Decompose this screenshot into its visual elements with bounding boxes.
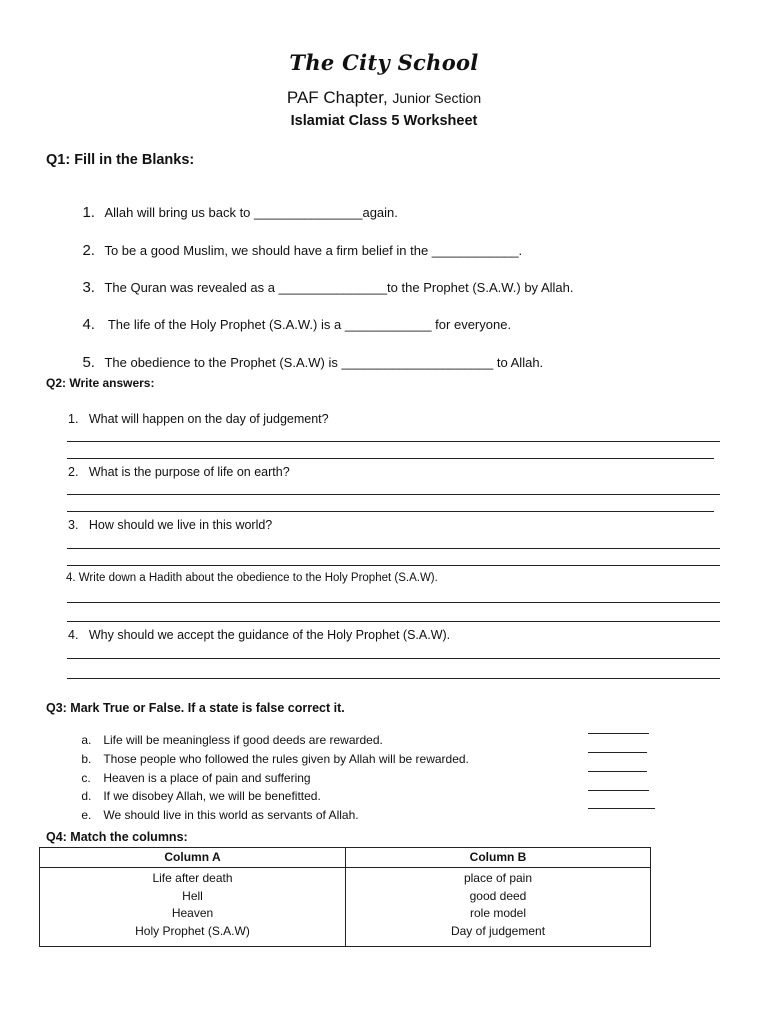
answer-blank [588, 752, 647, 753]
answer-blank [588, 790, 649, 791]
answer-question: 1. What will happen on the day of judgement? [68, 412, 329, 426]
item-text: We should live in this world as servants of Allah. [103, 808, 359, 822]
item-number: 5. [82, 354, 95, 371]
section-name: Junior Section [392, 90, 482, 106]
item-text: Allah will bring us back to _______________again. [104, 205, 398, 220]
item-text: The Quran was revealed as a _______________to the Prophet (S.A.W.) by Allah. [104, 280, 574, 295]
answer-question: 2. What is the purpose of life on earth? [68, 465, 290, 479]
answer-line [67, 621, 720, 622]
item-letter: d. [81, 789, 92, 803]
chapter-name: PAF Chapter, [286, 88, 388, 107]
column-a-cell: Heaven [171, 906, 214, 920]
chapter-subtitle [0, 88, 768, 108]
answer-question: 3. How should we live in this world? [68, 518, 273, 532]
q2-heading: Q2: Write answers: [46, 376, 155, 390]
item-number: 2. [82, 242, 95, 259]
column-b-header: Column B [346, 848, 650, 868]
answer-blank [588, 771, 647, 772]
item-text: Those people who followed the rules given by Allah will be rewarded. [103, 752, 469, 766]
item-text: If we disobey Allah, we will be benefitted. [103, 789, 321, 803]
answer-blank [588, 808, 655, 809]
column-a [40, 848, 346, 946]
column-b-cell: role model [469, 906, 527, 920]
answer-line [67, 458, 714, 459]
item-number: 4. [82, 316, 95, 333]
worksheet-title: Islamiat Class 5 Worksheet [290, 113, 478, 129]
match-columns-table [39, 847, 651, 947]
column-b-cells [346, 868, 650, 940]
answer-question: 4. Why should we accept the guidance of the Holy Prophet (S.A.W). [68, 628, 451, 642]
item-text: Life will be meaningless if good deeds are rewarded. [103, 733, 383, 747]
column-a-cell: Life after death [152, 871, 233, 885]
answer-line [67, 441, 720, 442]
answer-question: 4. Write down a Hadith about the obedience to the Holy Prophet (S.A.W). [66, 572, 438, 584]
answer-blank [588, 733, 649, 734]
item-letter: c. [81, 771, 91, 785]
item-number: 3. [82, 279, 95, 296]
column-a-cell: Holy Prophet (S.A.W) [135, 923, 250, 938]
answer-line [67, 494, 720, 495]
q4-heading: Q4: Match the columns: [46, 830, 188, 844]
item-letter: b. [81, 752, 92, 766]
q3-heading: Q3: Mark True or False. If a state is false correct it. [46, 701, 345, 715]
item-text: To be a good Muslim, we should have a firm belief in the ____________. [104, 243, 523, 258]
answer-line [67, 678, 720, 679]
column-b-cell: good deed [469, 888, 527, 903]
column-a-cells [40, 868, 345, 940]
item-text: Heaven is a place of pain and suffering [103, 771, 311, 785]
answer-line [67, 658, 720, 659]
item-text: The life of the Holy Prophet (S.A.W.) is a ____________ for everyone. [104, 317, 512, 332]
column-b-cell: place of pain [463, 871, 533, 885]
answer-line [67, 511, 714, 512]
column-b-cell: Day of judgement [450, 923, 546, 938]
item-letter: e. [81, 808, 92, 822]
column-b [346, 848, 650, 946]
answer-line [67, 602, 720, 603]
school-title: The City School [289, 50, 479, 75]
column-a-cell: Hell [182, 888, 203, 903]
answer-line [67, 565, 720, 566]
q1-heading: Q1: Fill in the Blanks: [46, 152, 195, 168]
answer-line [67, 548, 720, 549]
column-a-header: Column A [40, 848, 345, 868]
item-text: The obedience to the Prophet (S.A.W) is _____________________ to Allah. [104, 355, 544, 370]
item-number: 1. [82, 204, 95, 221]
item-letter: a. [81, 733, 92, 747]
